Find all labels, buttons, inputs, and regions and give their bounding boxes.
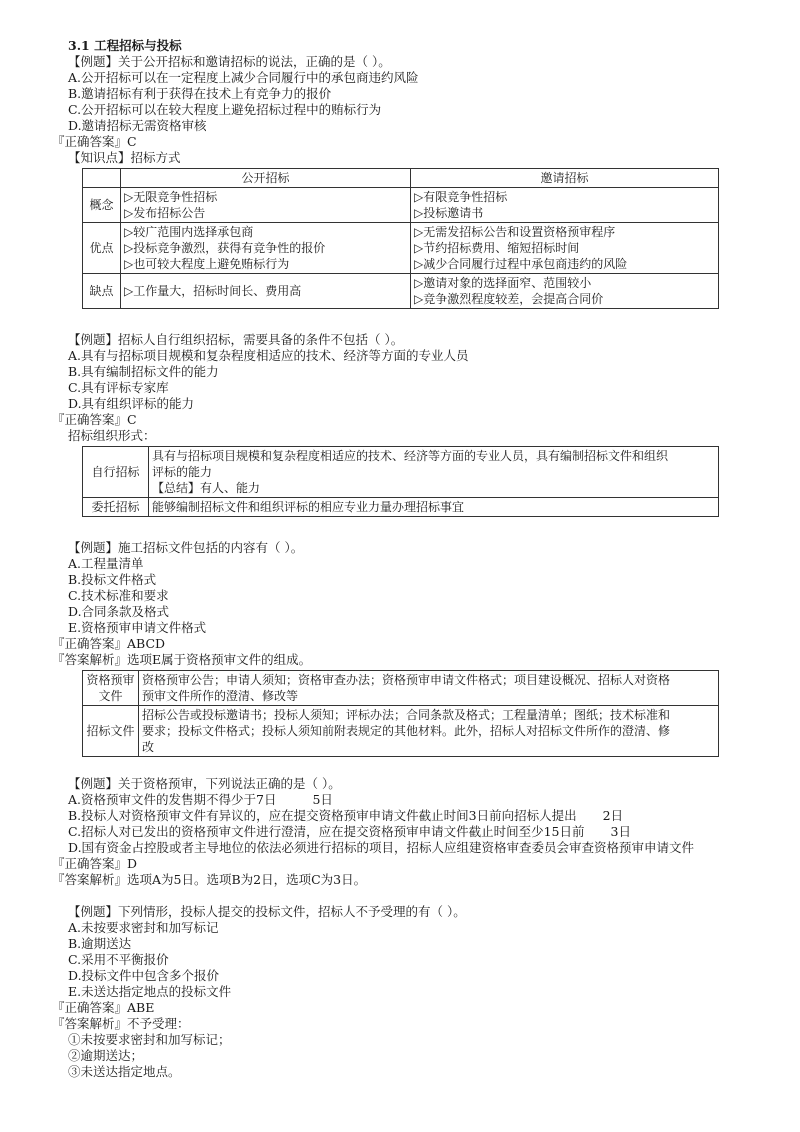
text-line: 招标公告或投标邀请书；投标人须知；评标办法；合同条款及格式；工程量清单；图纸；技术标准和 (142, 708, 671, 722)
text-line: 能够编制招标文件和组织评标的相应专业力量办理招标事宜 (152, 500, 465, 514)
public-cell (121, 274, 411, 309)
q1-option-b: B.邀请招标有利于获得在技术上有竞争力的报价 (68, 86, 332, 101)
q3-option-b: B.投标文件格式 (68, 572, 157, 587)
q4-option-b (68, 808, 623, 824)
row-label: 委托招标 (83, 498, 149, 517)
row-label: 概念 (83, 188, 121, 223)
row-label: 缺点 (83, 274, 121, 309)
table-row (83, 447, 719, 498)
q2-option-c: C.具有评标专家库 (68, 380, 169, 395)
text-line: 【总结】有人、能力 (152, 481, 261, 495)
list-item: ▷减少合同履行过程中承包商违约的风险 (414, 257, 628, 271)
table-header-row (83, 169, 719, 188)
q2-option-d: D.具有组织评标的能力 (68, 396, 195, 411)
row-content (139, 706, 719, 757)
option-text: A.资格预审文件的发售期不得少于7日 (68, 792, 277, 807)
invite-cell (411, 188, 719, 223)
correction-mark: 5日 (312, 792, 333, 807)
text-line: 资格预审公告；申请人须知；资格审查办法；资格预审申请文件格式；项目建设概况、招标人对资格 (142, 673, 671, 687)
list-item: ▷工作量大，招标时间长、费用高 (124, 284, 302, 298)
list-item: ▷竞争激烈程度较差，会提高合同价 (414, 292, 604, 306)
list-item: ▷有限竞争性招标 (414, 190, 508, 204)
public-cell (121, 188, 411, 223)
list-item: ▷节约招标费用、缩短招标时间 (414, 241, 580, 255)
q5-option-b: B.逾期送达 (68, 936, 132, 951)
q3-answer: 『正确答案』ABCD (52, 636, 166, 651)
q3-option-d: D.合同条款及格式 (68, 604, 170, 619)
table-header-invite: 邀请招标 (411, 169, 719, 188)
q5-point-1: ①未按要求密封和加写标记； (68, 1032, 231, 1047)
q1-answer: 『正确答案』C (52, 134, 137, 149)
text-line: 改 (142, 740, 155, 754)
row-label (83, 671, 139, 706)
q1-stem: 【例题】关于公开招标和邀请招标的说法，正确的是（ ）。 (68, 54, 391, 69)
q2-option-a: A.具有与招标项目规模和复杂程度相适应的技术、经济等方面的专业人员 (68, 348, 469, 363)
q5-option-d: D.投标文件中包含多个报价 (68, 968, 220, 983)
list-item: ▷投标邀请书 (414, 206, 484, 220)
q2-answer: 『正确答案』C (52, 412, 137, 427)
q5-stem: 【例题】下列情形，投标人提交的投标文件，招标人不予受理的有（ ）。 (68, 904, 466, 919)
q2-stem: 【例题】招标人自行组织招标，需要具备的条件不包括（ ）。 (68, 332, 404, 347)
q3-stem: 【例题】施工招标文件包括的内容有（ ）。 (68, 540, 304, 555)
table-row (83, 274, 719, 309)
q5-option-a: A.未按要求密封和加写标记 (68, 920, 219, 935)
q2-organization-table (82, 446, 719, 517)
q2-note: 招标组织形式： (68, 428, 156, 443)
q3-option-a: A.工程量清单 (68, 556, 144, 571)
table-row (83, 706, 719, 757)
public-cell (121, 223, 411, 274)
label-line: 招标文件 (86, 724, 135, 738)
text-line: 预审文件所作的澄清、修改等 (142, 689, 299, 703)
label-line: 文件 (98, 689, 123, 703)
text-line: 要求；投标文件格式；投标人须知前附表规定的其他材料。此外，招标人对招标文件所作的澄清、修 (142, 724, 671, 738)
q1-option-c: C.公开招标可以在较大程度上避免招标过程中的贿标行为 (68, 102, 382, 117)
q4-analysis: 『答案解析』选项A为5日。选项B为2日，选项C为3日。 (52, 872, 367, 887)
row-label: 自行招标 (83, 447, 149, 498)
option-text: D.国有资金占控股或者主导地位的依法必须进行招标的项目，招标人应组建资格审查委员会审查资格预审申请文件 (68, 840, 695, 855)
text-line: 具有与招标项目规模和复杂程度相适应的技术、经济等方面的专业人员，具有编制招标文件和组织 (152, 449, 669, 463)
q1-knowledge-point: 【知识点】招标方式 (68, 150, 181, 165)
q2-option-b: B.具有编制招标文件的能力 (68, 364, 219, 379)
list-item: ▷无限竞争性招标 (124, 190, 218, 204)
row-content (139, 671, 719, 706)
table-row (83, 498, 719, 517)
table-row (83, 671, 719, 706)
table-header-empty (83, 169, 121, 188)
option-text: C.招标人对已发出的资格预审文件进行澄清，应在提交资格预审申请文件截止时间至少15日前 (68, 824, 585, 839)
q1-comparison-table (82, 168, 719, 309)
q1-option-a: A.公开招标可以在一定程度上减少合同履行中的承包商违约风险 (68, 70, 419, 85)
q5-analysis: 『答案解析』不予受理： (52, 1016, 190, 1031)
label-line: 资格预审 (86, 673, 135, 687)
q5-point-3: ③未送达指定地点。 (68, 1064, 181, 1079)
correction-mark: 2日 (602, 808, 624, 823)
row-content (149, 498, 719, 517)
option-text: B.投标人对资格预审文件有异议的，应在提交资格预审申请文件截止时间3日前向招标人提出 (68, 808, 577, 823)
q4-option-d (68, 840, 694, 856)
q3-documents-table (82, 670, 719, 757)
list-item: ▷无需发招标公告和设置资格预审程序 (414, 225, 616, 239)
q3-option-e: E.资格预审申请文件格式 (68, 620, 207, 635)
q5-point-2: ②逾期送达； (68, 1048, 144, 1063)
list-item: ▷发布招标公告 (124, 206, 206, 220)
q5-option-c: C.采用不平衡报价 (68, 952, 169, 967)
q4-option-a (68, 792, 333, 808)
text-line: 评标的能力 (152, 465, 213, 479)
list-item: ▷也可较大程度上避免贿标行为 (124, 257, 290, 271)
list-item: ▷较广范围内选择承包商 (124, 225, 254, 239)
table-row (83, 223, 719, 274)
q3-analysis: 『答案解析』选项E属于资格预审文件的组成。 (52, 652, 312, 667)
q3-option-c: C.技术标准和要求 (68, 588, 169, 603)
row-label: 优点 (83, 223, 121, 274)
list-item: ▷投标竞争激烈，获得有竞争性的报价 (124, 241, 326, 255)
row-content (149, 447, 719, 498)
q1-option-d: D.邀请招标无需资格审核 (68, 118, 207, 133)
section-title: 3.1 工程招标与投标 (68, 38, 182, 53)
table-row (83, 188, 719, 223)
correction-mark: 3日 (610, 824, 631, 839)
q5-answer: 『正确答案』ABE (52, 1000, 155, 1015)
list-item: ▷邀请对象的选择面窄、范围较小 (414, 276, 592, 290)
q4-answer: 『正确答案』D (52, 856, 138, 871)
q5-option-e: E.未送达指定地点的投标文件 (68, 984, 232, 999)
q4-stem: 【例题】关于资格预审，下列说法正确的是（ ）。 (68, 776, 341, 791)
invite-cell (411, 223, 719, 274)
table-header-public: 公开招标 (121, 169, 411, 188)
q4-option-c (68, 824, 631, 840)
invite-cell (411, 274, 719, 309)
row-label (83, 706, 139, 757)
